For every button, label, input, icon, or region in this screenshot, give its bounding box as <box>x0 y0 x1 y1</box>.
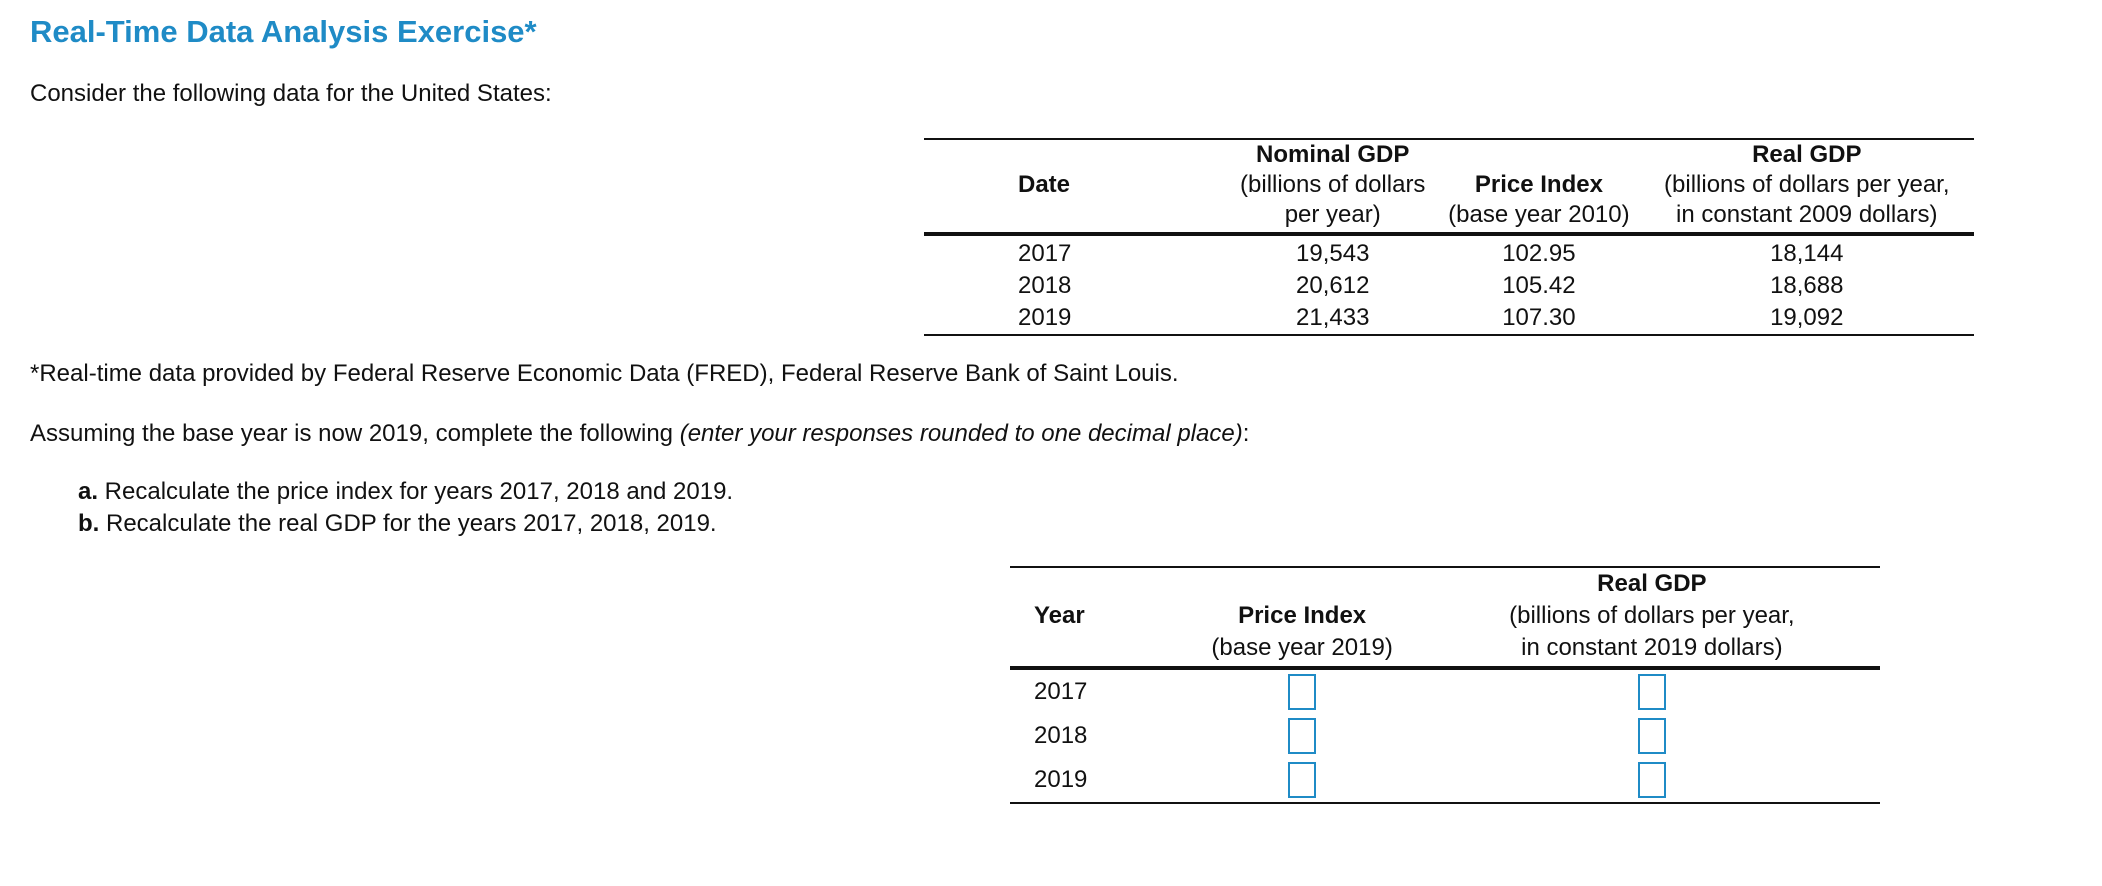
table-row <box>1010 714 1880 758</box>
task-a: a. Recalculate the price index for years 2017, 2018 and 2019. <box>78 478 734 505</box>
table-row <box>924 302 1974 335</box>
cell-price-index: 105.42 <box>1502 272 1576 299</box>
real-gdp-2017-input[interactable] <box>1638 674 1666 710</box>
table-row <box>1010 758 1880 803</box>
intro-text: Consider the following data for the United States: <box>30 80 552 107</box>
cell-real-gdp-input <box>1424 668 1880 714</box>
col-header-price-index: Price Index (base year 2010) <box>1438 139 1639 234</box>
real-gdp-2018-input[interactable] <box>1638 718 1666 754</box>
real-gdp-2019-input[interactable] <box>1638 762 1666 798</box>
exercise-title: Real-Time Data Analysis Exercise* <box>30 14 537 49</box>
col-header-date: Date <box>924 139 1227 234</box>
us-gdp-data-table <box>924 138 1974 336</box>
table-header-row <box>1010 567 1880 668</box>
cell-price-index-input <box>1181 714 1424 758</box>
cell-real-gdp: 18,688 <box>1770 272 1844 299</box>
cell-real-gdp-input <box>1424 758 1880 803</box>
table-row <box>924 234 1974 270</box>
cell-price-index: 102.95 <box>1502 240 1576 267</box>
task-b: b. Recalculate the real GDP for the years 2017, 2018, 2019. <box>78 510 717 537</box>
cell-year: 2019 <box>1034 766 1088 793</box>
col-header-nominal-gdp: Nominal GDP (billions of dollars per year) <box>1227 139 1438 234</box>
col-header-year: Year <box>1010 567 1181 668</box>
cell-date: 2019 <box>1018 304 1072 331</box>
cell-nominal-gdp: 19,543 <box>1296 240 1370 267</box>
cell-date: 2017 <box>1018 240 1072 267</box>
cell-price-index-input <box>1181 668 1424 714</box>
cell-nominal-gdp: 21,433 <box>1296 304 1370 331</box>
cell-date: 2018 <box>1018 272 1072 299</box>
table-header-row <box>924 139 1974 234</box>
price-index-2019-input[interactable] <box>1288 762 1316 798</box>
col-header-real-gdp: Real GDP (billions of dollars per year, in constant 2009 dollars) <box>1640 139 1974 234</box>
instructions-text: Assuming the base year is now 2019, complete the following (enter your responses rounded to one decimal place): <box>30 420 1250 447</box>
price-index-2018-input[interactable] <box>1288 718 1316 754</box>
price-index-2017-input[interactable] <box>1288 674 1316 710</box>
table-row <box>1010 668 1880 714</box>
answer-table <box>1010 566 1880 804</box>
task-list <box>78 476 733 540</box>
data-source-footnote: *Real-time data provided by Federal Reserve Economic Data (FRED), Federal Reserve Bank of Saint Louis. <box>30 360 1179 387</box>
cell-real-gdp-input <box>1424 714 1880 758</box>
cell-year: 2017 <box>1034 678 1088 705</box>
table-row <box>924 270 1974 302</box>
cell-price-index-input <box>1181 758 1424 803</box>
cell-real-gdp: 18,144 <box>1770 240 1844 267</box>
cell-year: 2018 <box>1034 722 1088 749</box>
col-header-real-gdp-2019: Real GDP (billions of dollars per year, in constant 2019 dollars) <box>1424 567 1880 668</box>
col-header-price-index-2019: Price Index (base year 2019) <box>1181 567 1424 668</box>
cell-nominal-gdp: 20,612 <box>1296 272 1370 299</box>
cell-real-gdp: 19,092 <box>1770 304 1844 331</box>
cell-price-index: 107.30 <box>1502 304 1576 331</box>
